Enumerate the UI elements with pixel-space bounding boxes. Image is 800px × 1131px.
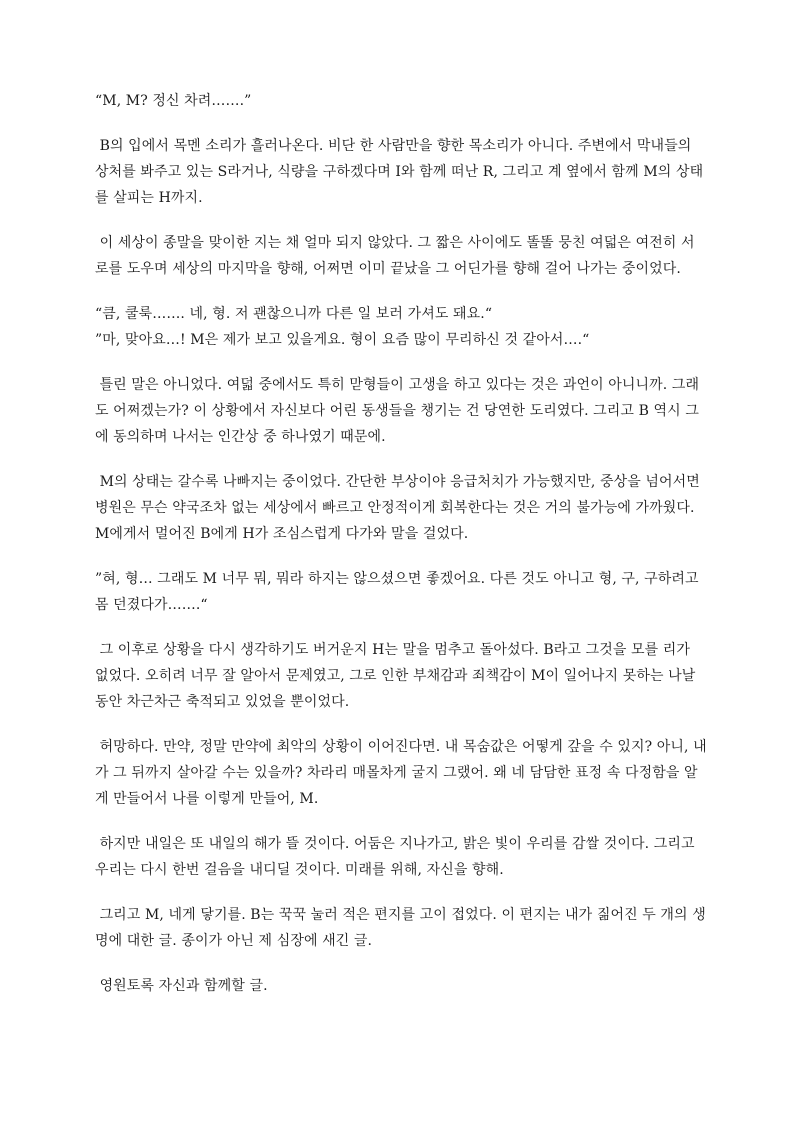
paragraph-dialogue-4: ”혀, 형… 그래도 M 너무 뭐, 뭐라 하지는 않으셨으면 좋겠어요. 다른 것도 아니고 형, 구, 구하려고 몸 던졌다가…….“ <box>95 571 704 613</box>
paragraph-5: 그 이후로 상황을 다시 생각하기도 버거운지 H는 말을 멈추고 돌아섰다. B라고 그것을 모를 리가 없었다. 오히려 너무 잘 알아서 문제였고, 그로 인한 부채감과 죄책감이 M이 일어나지 못하는 나날 동안 차근차근 축적되고 있었을 뿐이었다. <box>95 642 700 710</box>
paragraph-7: 하지만 내일은 또 내일의 해가 뜰 것이다. 어둠은 지나가고, 밝은 빛이 우리를 감쌀 것이다. 그리고 우리는 다시 한번 걸음을 내디딜 것이다. 미래를 위해, 자신을 향해. <box>95 836 700 878</box>
paragraph-1: B의 입에서 목멘 소리가 흘러나온다. 비단 한 사람만을 향한 목소리가 아니다. 주변에서 막내들의 상처를 봐주고 있는 S라거나, 식량을 구하겠다며 I와 함께 떠난 R, 그리고 계 옆에서 함께 M의 상태를 살피는 H까지. <box>95 138 704 206</box>
paragraph-9: 영원토록 자신과 함께할 글. <box>95 978 268 994</box>
paragraph-dialogue-2: “큼, 쿨룩……. 네, 형. 저 괜찮으니까 다른 일 보러 가셔도 돼요.“ <box>95 306 493 322</box>
paragraph-4: M의 상태는 갈수록 나빠지는 중이었다. 간단한 부상이야 응급처치가 가능했지만, 중상을 넘어서면 병원은 무슨 약국조차 없는 세상에서 빠르고 안정적이게 회복한다는 것은 거의 불가능에 가까웠다. M에게서 멀어진 B에게 H가 조심스럽게 다가와 말을 걸었다. <box>95 474 705 542</box>
paragraph-3: 틀린 말은 아니었다. 여덟 중에서도 특히 맏형들이 고생을 하고 있다는 것은 과언이 아니니까. 그래도 어쩌겠는가? 이 상황에서 자신보다 어린 동생들을 챙기는 건 당연한 도리였다. 그리고 B 역시 그에 동의하며 나서는 인간상 중 하나였기 때문에. <box>95 377 700 445</box>
document-body <box>95 88 707 999</box>
paragraph-2: 이 세상이 종말을 맞이한 지는 채 얼마 되지 않았다. 그 짧은 사이에도 똘똘 뭉친 여덟은 여전히 서로를 도우며 세상의 마지막을 향해, 어쩌면 이미 끝났을 그 어딘가를 향해 걸어 나가는 중이었다. <box>95 235 695 277</box>
paragraph-dialogue-3: ”마, 맞아요…! M은 제가 보고 있을게요. 형이 요즘 많이 무리하신 것 같아서….“ <box>95 332 590 348</box>
paragraph-8: 그리고 M, 네게 닿기를. B는 꾹꾹 눌러 적은 편지를 고이 접었다. 이 편지는 내가 짊어진 두 개의 생명에 대한 글. 종이가 아닌 제 심장에 새긴 글. <box>95 907 706 949</box>
paragraph-6: 허망하다. 만약, 정말 만약에 최악의 상황이 이어진다면. 내 목숨값은 어떻게 갚을 수 있지? 아니, 내가 그 뒤까지 살아갈 수는 있을까? 차라리 매몰차게 굴지 그랬어. 왜 네 담담한 표정 속 다정함을 알게 만들어서 나를 이렇게 만들어, M. <box>95 739 707 807</box>
paragraph-dialogue-1: “M, M? 정신 차려…….” <box>95 93 252 109</box>
